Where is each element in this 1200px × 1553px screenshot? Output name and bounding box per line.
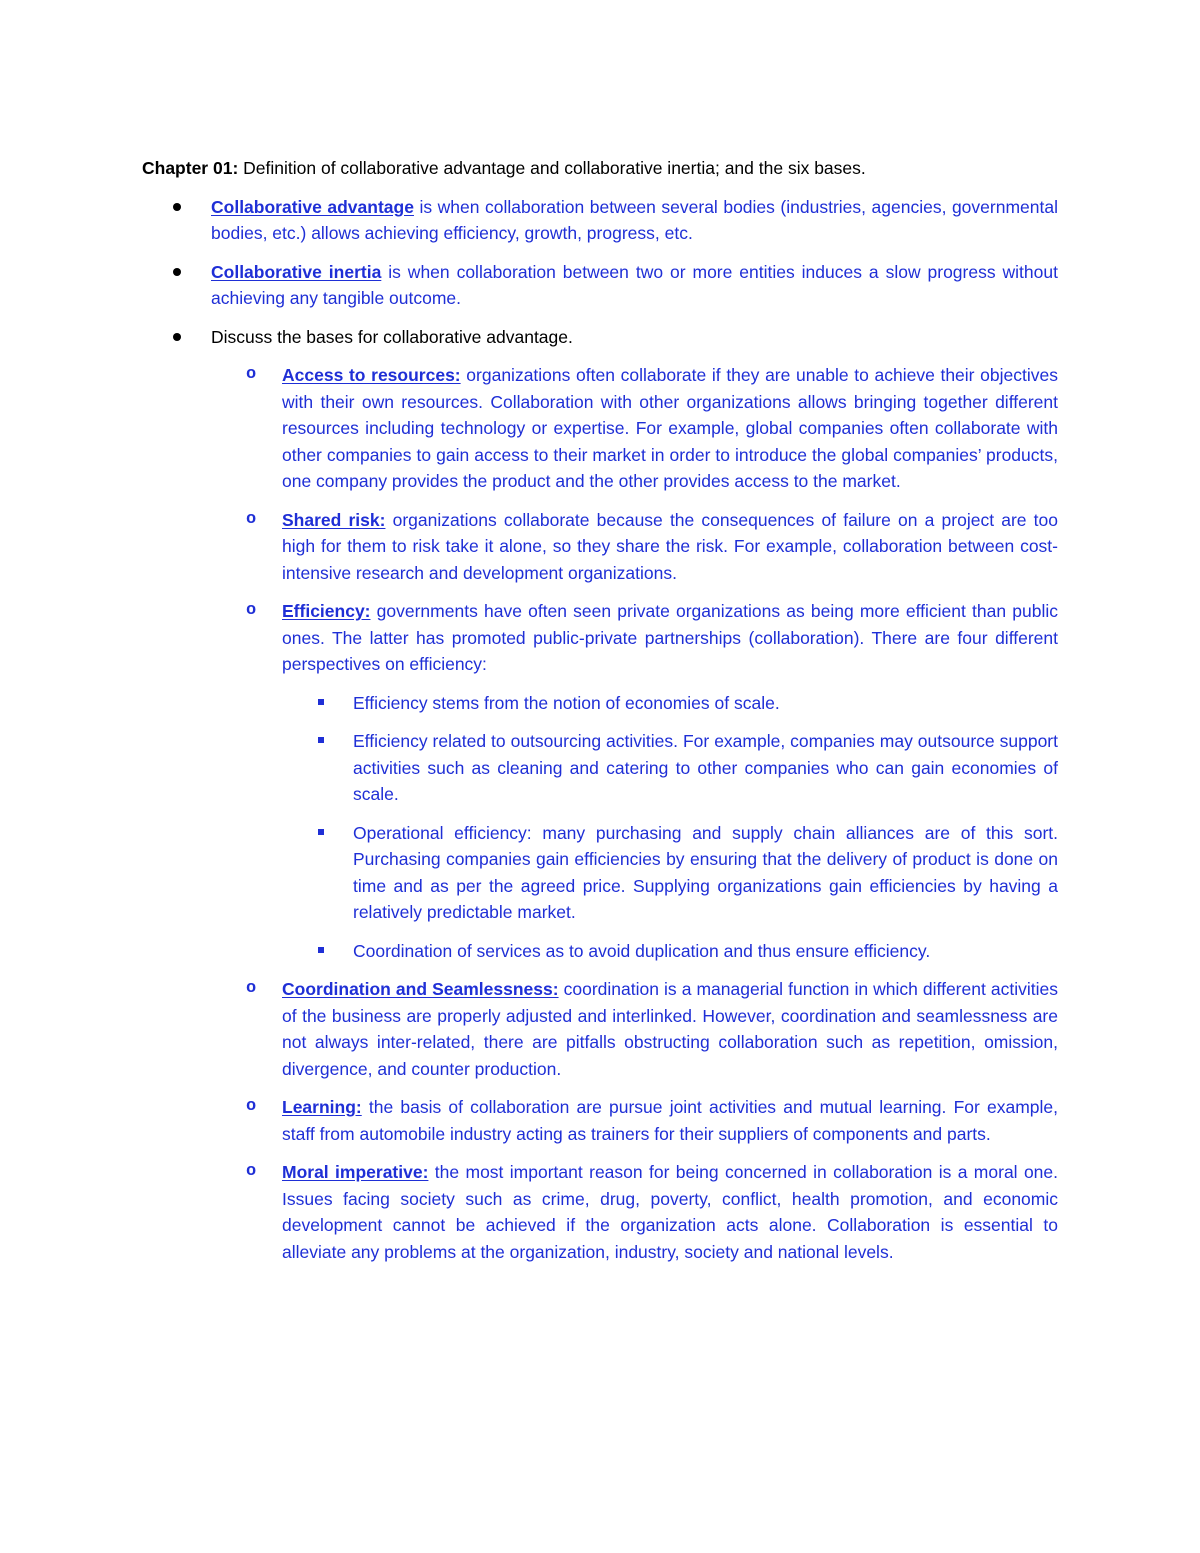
efficiency-perspective-text: Operational efficiency: many purchasing and supply chain alliances are of this sort. Purchasing companies gain efficiencies by ensuring that the delivery of product is done on time and as per the agreed price. Supplying organizations gain efficiencies by having a relatively predictable market. (353, 822, 1058, 922)
square-bullet-icon (318, 947, 324, 953)
text-efficiency: governments have often seen private organizations as being more efficient than public ones. The latter has promoted public-private partnerships (collaboration). There are four different perspectives on efficiency: (282, 601, 1058, 674)
efficiency-perspective-text: Efficiency related to outsourcing activities. For example, companies may outsource support activities such as cleaning and catering to other companies who can gain economies of scale. (353, 731, 1058, 804)
term-efficiency: Efficiency: (282, 601, 371, 621)
text-moral-imperative: the most important reason for being concerned in collaboration is a moral one. Issues facing society such as crime, drug, poverty, conflict, health promotion, and economic development cannot be achieved if the organization acts alone. Collaboration is essential to alleviate any problems at the organization, industry, society and national levels. (282, 1162, 1059, 1262)
square-bullet-icon (318, 829, 324, 835)
bullet-dot-icon (173, 203, 181, 211)
base-access-to-resources (246, 362, 1058, 495)
text-coordination-and-seamlessness: coordination is a managerial function in which different activities of the business are properly adjusted and interlinked. However, coordination and seamlessness are not always inter-related, there are pitfalls obstructing collaboration such as repetition, omission, divergence, and counter production. (282, 979, 1058, 1079)
base-learning (246, 1094, 1058, 1147)
bullet-dot-icon (173, 333, 181, 341)
text-shared-risk: organizations collaborate because the consequences of failure on a project are too high for them to risk take it alone, so they share the risk. For example, collaboration between cost-intensive research and development organizations. (282, 509, 1058, 583)
efficiency-perspective-text: Coordination of services as to avoid duplication and thus ensure efficiency. (353, 940, 931, 961)
chapter-heading (142, 155, 1058, 182)
term-learning: Learning: (282, 1097, 362, 1117)
circle-bullet-icon: o (246, 601, 257, 620)
base-efficiency (246, 598, 1058, 678)
term-coordination-and-seamlessness: Coordination and Seamlessness: (282, 979, 559, 999)
efficiency-perspective-item (353, 820, 1058, 926)
efficiency-perspective-text: Efficiency stems from the notion of economies of scale. (353, 692, 780, 713)
term-access-to-resources: Access to resources: (282, 365, 461, 385)
chapter-label: Chapter 01: (142, 158, 239, 178)
circle-bullet-icon: o (246, 1097, 257, 1116)
base-shared-risk (246, 507, 1058, 587)
bullet-discuss-bases (211, 324, 1058, 351)
term-collaborative-inertia: Collaborative inertia (211, 261, 382, 282)
text-learning: the basis of collaboration are pursue joint activities and mutual learning. For example, staff from automobile industry acting as trainers for their suppliers of components and parts. (282, 1097, 1058, 1144)
circle-bullet-icon: o (246, 509, 257, 529)
bullet-dot-icon (173, 268, 181, 276)
bullet-collaborative-inertia (211, 259, 1058, 312)
term-collaborative-advantage: Collaborative advantage (211, 196, 414, 217)
term-shared-risk: Shared risk: (282, 509, 386, 530)
circle-bullet-icon: o (246, 1162, 257, 1181)
definition-collaborative-advantage: is when collaboration between several bodies (industries, agencies, governmental bodies, etc.) allows achieving efficiency, growth, progress, etc. (211, 196, 1058, 243)
text-access-to-resources: organizations often collaborate if they are unable to achieve their objectives with their own resources. Collaboration with other organizations allows bringing together different resources including technology or expertise. For example, global companies often collaborate with other companies to gain access to their market in order to introduce the global companies’ products, one company provides the product and the other provides access to the market. (282, 365, 1058, 491)
definition-collaborative-inertia: is when collaboration between two or more entities induces a slow progress without achieving any tangible outcome. (211, 261, 1058, 308)
base-coordination-and-seamlessness (246, 976, 1058, 1082)
discuss-bases-text: Discuss the bases for collaborative advantage. (211, 326, 573, 347)
efficiency-perspective-item (353, 728, 1058, 808)
base-moral-imperative (246, 1159, 1059, 1265)
circle-bullet-icon: o (246, 365, 257, 384)
bullet-collaborative-advantage (211, 194, 1058, 247)
efficiency-perspective-item (353, 938, 1058, 965)
term-moral-imperative: Moral imperative: (282, 1162, 429, 1182)
square-bullet-icon (318, 699, 324, 705)
document-body (142, 155, 1058, 1277)
square-bullet-icon (318, 737, 324, 743)
chapter-title: Definition of collaborative advantage and collaborative inertia; and the six bases. (238, 158, 866, 178)
circle-bullet-icon: o (246, 979, 257, 998)
efficiency-perspective-item (353, 690, 1058, 717)
